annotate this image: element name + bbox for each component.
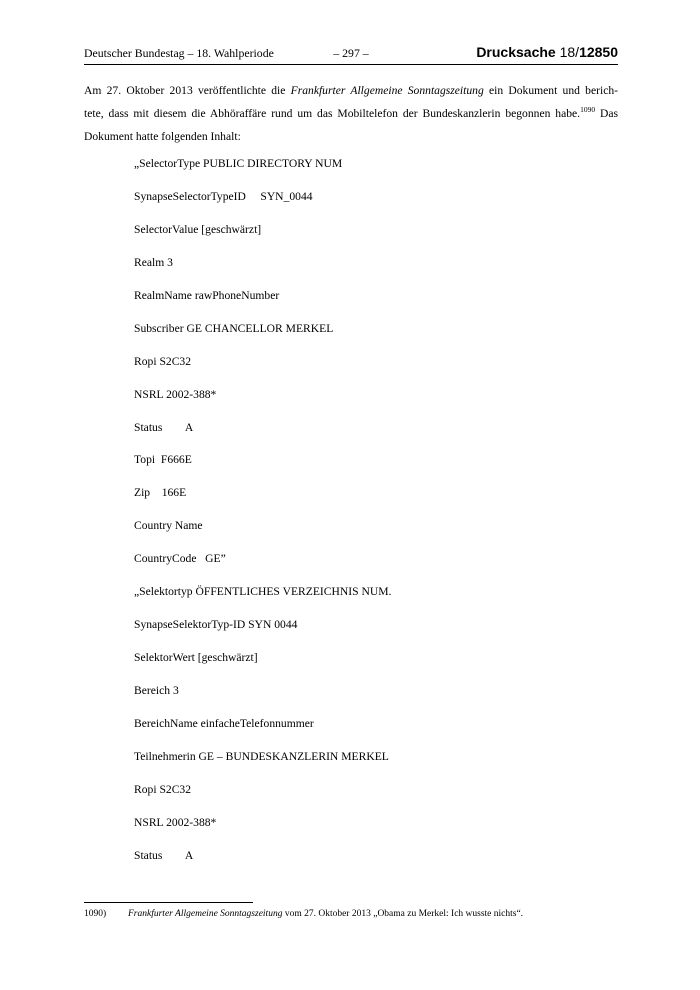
document-line: „Selektortyp ÖFFENTLICHES VERZEICHNIS NUM. (134, 585, 392, 599)
document-line: NSRL 2002-388* (134, 815, 217, 829)
intro-line1-pre: Am 27. Oktober 2013 veröffentlichte die (84, 84, 291, 97)
document-line: RealmName rawPhoneNumber (134, 288, 280, 302)
document-line: Topi F666E (134, 453, 192, 467)
intro-line-3: Dokument hatte folgenden Inhalt: (84, 130, 241, 144)
document-line: NSRL 2002-388* (134, 387, 217, 401)
newspaper-name: Frankfurter Allgemeine Sonntagszeitung (290, 84, 484, 97)
footnote-separator (84, 902, 253, 903)
document-line: SelectorValue [geschwärzt] (134, 222, 262, 236)
drucksache-session-number: 18/ (559, 44, 580, 60)
header-publication-title: Deutscher Bundestag – 18. Wahlperiode (84, 46, 274, 60)
intro-paragraph (84, 79, 618, 149)
document-line: CountryCode GE” (134, 552, 226, 566)
document-line: Status A (134, 420, 194, 434)
document-line: BereichName einfacheTelefonnummer (134, 716, 314, 730)
document-line: Realm 3 (134, 255, 173, 269)
intro-line2-post: Das (595, 107, 618, 121)
document-line: Ropi S2C32 (134, 782, 192, 796)
document-line: SynapseSelektorTyp-ID SYN 0044 (134, 618, 298, 632)
document-line: Zip 166E (134, 486, 187, 500)
page-header (84, 44, 618, 65)
document-line: Teilnehmerin GE – BUNDESKANZLERIN MERKEL (134, 749, 389, 763)
intro-line1-post: ein Dokument und berich- (483, 84, 618, 97)
document-line: Country Name (134, 519, 203, 533)
intro-line-1 (84, 79, 618, 102)
footnote (84, 908, 618, 921)
header-page-number: – 297 – (333, 46, 369, 60)
document-line: „SelectorType PUBLIC DIRECTORY NUM (134, 157, 343, 170)
document-line: SynapseSelectorTypeID SYN_0044 (134, 189, 313, 203)
footnote-text: vom 27. Oktober 2013 „Obama zu Merkel: Ich wusste nichts“. (282, 909, 524, 919)
footnote-reference: 1090 (580, 105, 596, 115)
quoted-document-block (134, 157, 618, 882)
intro-line2-text: tete, dass mit diesem die Abhöraffäre rund um das Mobiltelefon der Bundeskanzlerin begonnen habe. (84, 107, 581, 121)
document-line: Subscriber GE CHANCELLOR MERKEL (134, 321, 334, 335)
drucksache-label: Drucksache (476, 44, 556, 60)
document-line: Ropi S2C32 (134, 354, 192, 368)
header-drucksache-number (476, 44, 618, 60)
footnote-newspaper-name: Frankfurter Allgemeine Sonntagszeitung (128, 909, 283, 919)
document-line: Status A (134, 848, 194, 862)
document-line: SelektorWert [geschwärzt] (134, 651, 258, 665)
intro-line-2 (84, 102, 618, 125)
document-line: Bereich 3 (134, 684, 179, 697)
drucksache-doc-number: 12850 (579, 44, 618, 60)
footnote-marker: 1090) (84, 909, 107, 919)
